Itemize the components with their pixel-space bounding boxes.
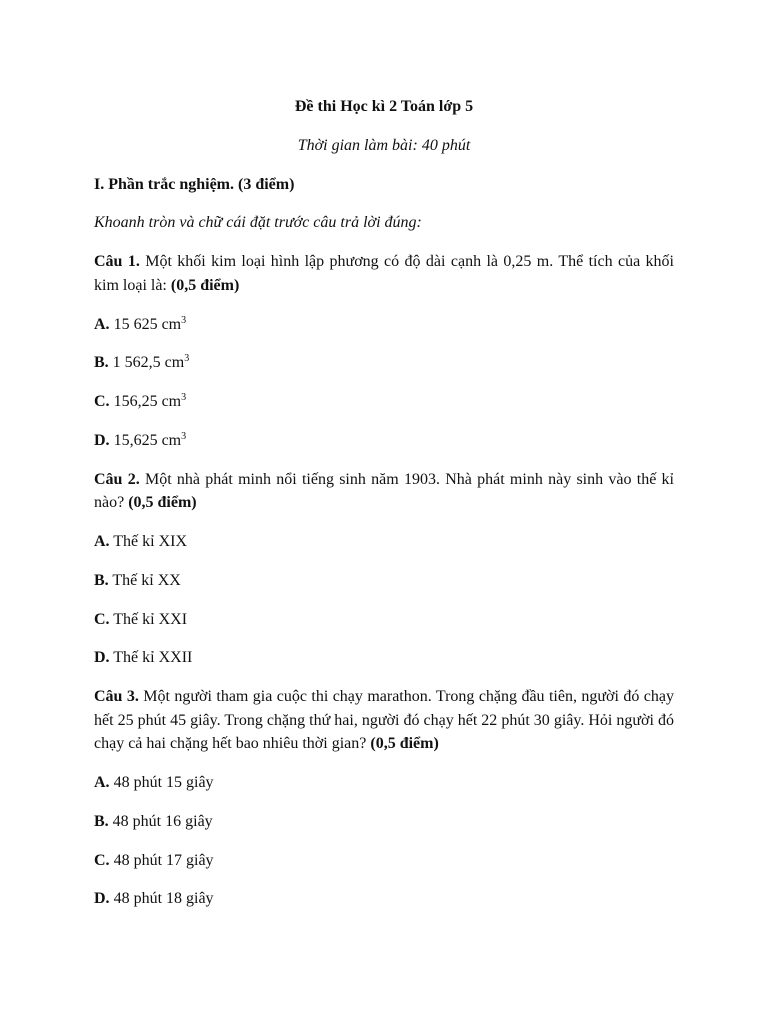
answer-option[interactable] <box>94 351 674 375</box>
section-heading-text: I. Phần trắc nghiệm. (3 điểm) <box>94 175 295 193</box>
question-points: (0,5 điểm) <box>370 735 439 753</box>
option-letter: B. <box>94 571 109 589</box>
answer-option[interactable] <box>94 810 674 834</box>
answer-option[interactable] <box>94 771 674 795</box>
option-text: 48 phút 16 giây <box>108 812 213 830</box>
option-text: 48 phút 17 giây <box>109 851 214 869</box>
option-text: Thế kỉ XX <box>108 571 181 589</box>
option-letter: D. <box>94 431 110 449</box>
answer-option[interactable] <box>94 390 674 414</box>
option-letter: D. <box>94 649 110 667</box>
answer-option[interactable] <box>94 530 674 554</box>
answer-option[interactable] <box>94 849 674 873</box>
option-superscript: 3 <box>184 353 190 365</box>
question-1 <box>94 250 674 297</box>
exam-title-text: Đề thi Học kì 2 Toán lớp 5 <box>294 98 474 115</box>
instruction: Khoanh tròn và chữ cái đặt trước câu trả lời đúng: <box>94 214 422 232</box>
option-letter: A. <box>94 533 110 550</box>
option-text: 15,625 cm <box>109 431 182 449</box>
option-text: 156,25 cm <box>109 393 182 411</box>
option-superscript: 3 <box>181 314 187 326</box>
exam-duration: Thời gian làm bài: 40 phút <box>297 136 471 154</box>
option-text: Thế kỉ XXII <box>109 649 193 667</box>
exam-title <box>94 95 674 119</box>
option-letter: C. <box>94 610 110 628</box>
option-letter: B. <box>94 812 109 830</box>
question-3 <box>94 685 674 756</box>
option-letter: C. <box>94 393 110 411</box>
option-superscript: 3 <box>181 392 187 404</box>
question-label: Câu 3. <box>94 688 139 706</box>
question-points: (0,5 điểm) <box>128 494 197 512</box>
question-text: Một người tham gia cuộc thi chạy marathon. Trong chặng đầu tiên, người đó chạy hết 25 phút 45 giây. Trong chặng thứ hai, người đó chạy hết 22 phút 30 giây. Hỏi người đó chạy cả hai chặng hết bao nhiêu thời gian? <box>94 688 674 753</box>
answer-option[interactable] <box>94 429 674 453</box>
answer-option[interactable] <box>94 887 674 911</box>
option-letter: A. <box>94 315 110 333</box>
option-text: 48 phút 18 giây <box>109 890 214 908</box>
answer-option[interactable] <box>94 608 674 632</box>
option-letter: B. <box>94 354 109 372</box>
question-2 <box>94 468 674 515</box>
option-text: Thế kỉ XXI <box>109 610 188 628</box>
section-heading <box>94 173 674 197</box>
question-points: (0,5 điểm) <box>170 276 240 294</box>
exam-document <box>94 95 674 926</box>
option-text: Thế kỉ XIX <box>109 533 188 550</box>
answer-option[interactable] <box>94 569 674 593</box>
option-text: 1 562,5 cm <box>108 354 185 372</box>
answer-option[interactable] <box>94 646 674 670</box>
option-superscript: 3 <box>181 430 187 442</box>
question-text: Một nhà phát minh nổi tiếng sinh năm 1903. Nhà phát minh này sinh vào thế kỉ nào? <box>94 470 675 512</box>
option-text: 15 625 cm <box>109 315 182 333</box>
option-letter: D. <box>94 890 110 908</box>
question-label: Câu 2. <box>94 470 140 488</box>
option-letter: A. <box>94 774 110 792</box>
option-text: 48 phút 15 giây <box>109 774 214 792</box>
question-text: Một khối kim loại hình lập phương có độ dài cạnh là 0,25 m. Thể tích của khối kim loại là: <box>94 253 674 294</box>
question-list <box>94 250 674 911</box>
option-letter: C. <box>94 851 110 869</box>
question-label: Câu 1. <box>94 253 140 271</box>
answer-option[interactable] <box>94 313 674 337</box>
